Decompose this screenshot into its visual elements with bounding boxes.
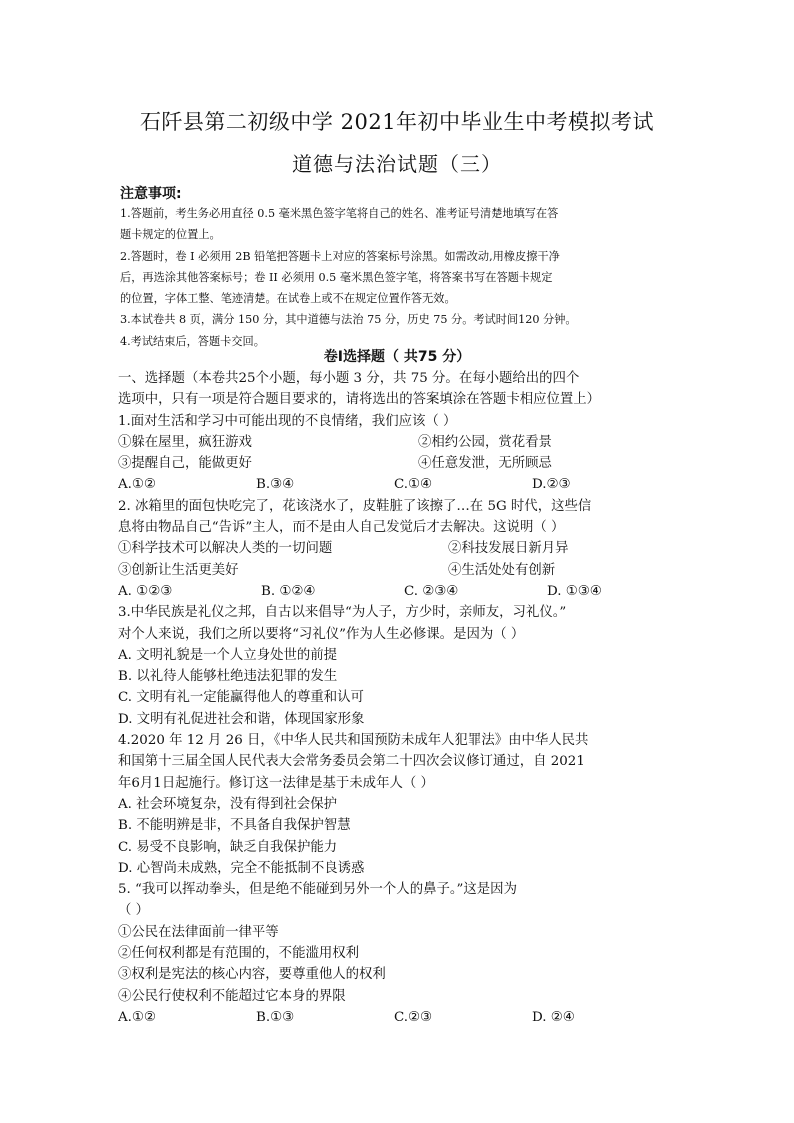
notice-line: 题卡规定的位置上。 — [120, 228, 221, 242]
q1-items-row — [118, 432, 678, 453]
section-intro-line: 选项中，只有一项是符合题目要求的，请将选出的答案填涂在答题卡相应位置上） — [118, 392, 601, 408]
q4-stem: 和国第十三届全国人民代表大会常务委员会第二十四次会议修订通过，自 2021 — [118, 754, 585, 770]
q4-stem: 年6月1日起施行。修订这一法律是基于未成年人（ ） — [118, 775, 434, 791]
q2-item: ③创新让生活更美好 — [118, 562, 239, 578]
q5-stem: （ ） — [118, 903, 150, 919]
q1-stem: 1.面对生活和学习中可能出现的不良情绪，我们应该（ ） — [118, 413, 457, 429]
q2-option-b: B. ①②④ — [261, 583, 316, 599]
q2-items-row — [118, 560, 678, 581]
q3-option-c: C. 文明有礼一定能赢得他人的尊重和认可 — [118, 690, 364, 706]
q1-option-a: A.①② — [118, 477, 156, 493]
q2-items-row — [118, 538, 678, 559]
notice-line: 2.答题时，卷 I 必须用 2B 铅笔把答题卡上对应的答案标号涂黑。如需改动,用橡皮擦干净 — [120, 249, 560, 263]
q5-stem: 5. “我可以挥动拳头，但是绝不能碰到另外一个人的鼻子。”这是因为 — [118, 882, 517, 898]
q2-option-a: A. ①②③ — [118, 583, 173, 599]
notice-line: 4.考试结束后，答题卡交回。 — [120, 334, 265, 348]
q1-option-b: B.③④ — [256, 477, 295, 493]
q2-options-row — [118, 581, 678, 602]
q1-item: ②相约公园，赏花看景 — [418, 434, 552, 450]
q5-option-b: B.①③ — [256, 1009, 295, 1025]
notice-line: 3.本试卷共 8 页，满分 150 分，其中道德与法治 75 分，历史 75 分。考试时间120 分钟。 — [120, 313, 577, 327]
q5-options-row — [118, 1007, 678, 1028]
q1-option-d: D.②③ — [532, 477, 571, 493]
q4-stem: 4.2020 年 12 月 26 日，《中华人民共和国预防未成年人犯罪法》由中华人民共 — [118, 733, 589, 749]
section-heading: 卷Ⅰ选择题（ 共75 分） — [323, 349, 471, 365]
q5-item: ①公民在法律面前一律平等 — [118, 924, 279, 940]
q2-stem: 2. 冰箱里的面包快吃完了，花该浇水了，皮鞋脏了该擦了…在 5G 时代，这些信 — [118, 498, 592, 514]
notice-line: 后，再选涂其他答案标号；卷 II 必须用 0.5 毫米黑色签字笔，将答案书写在答题卡规定 — [120, 270, 553, 284]
q2-item: ④生活处处有创新 — [448, 562, 556, 578]
q2-stem: 息将由物品自己“告诉”主人，而不是由人自己发觉后才去解决。这说明（ ） — [118, 520, 565, 536]
q1-item: ③提醒自己，能做更好 — [118, 456, 252, 472]
section-intro-line: 一、选择题（本卷共25个小题，每小题 3 分，共 75 分。在每小题给出的四个 — [118, 371, 580, 386]
q2-option-c: C. ②③④ — [404, 583, 459, 599]
exam-title: 石阡县第二初级中学 2021年初中毕业生中考模拟考试 — [139, 110, 655, 134]
q5-item: ④公民行使权利不能超过它本身的界限 — [118, 988, 346, 1004]
notice-line: 的位置，字体工整、笔迹清楚。在试卷上或不在规定位置作答无效。 — [120, 292, 456, 306]
q3-stem: 对个人来说，我们之所以要将“习礼仪”作为人生必修课。是因为（ ） — [118, 626, 525, 642]
q4-option-a: A. 社会环境复杂，没有得到社会保护 — [118, 796, 338, 812]
q4-option-c: C. 易受不良影响，缺乏自我保护能力 — [118, 839, 338, 855]
q3-option-b: B. 以礼待人能够杜绝违法犯罪的发生 — [118, 669, 338, 685]
notice-heading: 注意事项: — [120, 186, 182, 202]
exam-subtitle: 道德与法治试题（三） — [292, 152, 502, 176]
q5-option-a: A.①② — [118, 1009, 156, 1025]
questions-body — [118, 368, 678, 1028]
notice-block — [120, 203, 680, 352]
q4-option-d: D. 心智尚未成熟，完全不能抵制不良诱惑 — [118, 860, 365, 876]
q3-stem: 3.中华民族是礼仪之邦，自古以来倡导“为人子，方少时，亲师友，习礼仪。” — [118, 605, 567, 621]
q1-options-row — [118, 474, 678, 495]
q2-option-d: D. ①③④ — [547, 583, 602, 599]
q1-option-c: C.①④ — [394, 477, 433, 493]
q5-item: ③权利是宪法的核心内容，要尊重他人的权利 — [118, 967, 386, 983]
q5-item: ②任何权利都是有范围的，不能滥用权利 — [118, 946, 360, 962]
q1-item: ④任意发泄，无所顾忌 — [418, 456, 552, 472]
notice-line: 1.答题前，考生务必用直径 0.5 毫米黑色签字笔将自己的姓名、准考证号清楚地填写在答 — [120, 207, 559, 220]
q2-item: ①科学技术可以解决人类的一切问题 — [118, 541, 333, 557]
q1-item: ①躲在屋里，疯狂游戏 — [118, 434, 252, 450]
q2-item: ②科技发展日新月异 — [448, 541, 569, 557]
q5-option-d: D. ②④ — [532, 1009, 575, 1025]
q3-option-d: D. 文明有礼促进社会和谐，体现国家形象 — [118, 711, 365, 727]
q4-option-b: B. 不能明辨是非，不具备自我保护智慧 — [118, 818, 351, 834]
q3-option-a: A. 文明礼貌是一个人立身处世的前提 — [118, 647, 338, 663]
q5-option-c: C.②③ — [394, 1009, 433, 1025]
q1-items-row — [118, 453, 678, 474]
